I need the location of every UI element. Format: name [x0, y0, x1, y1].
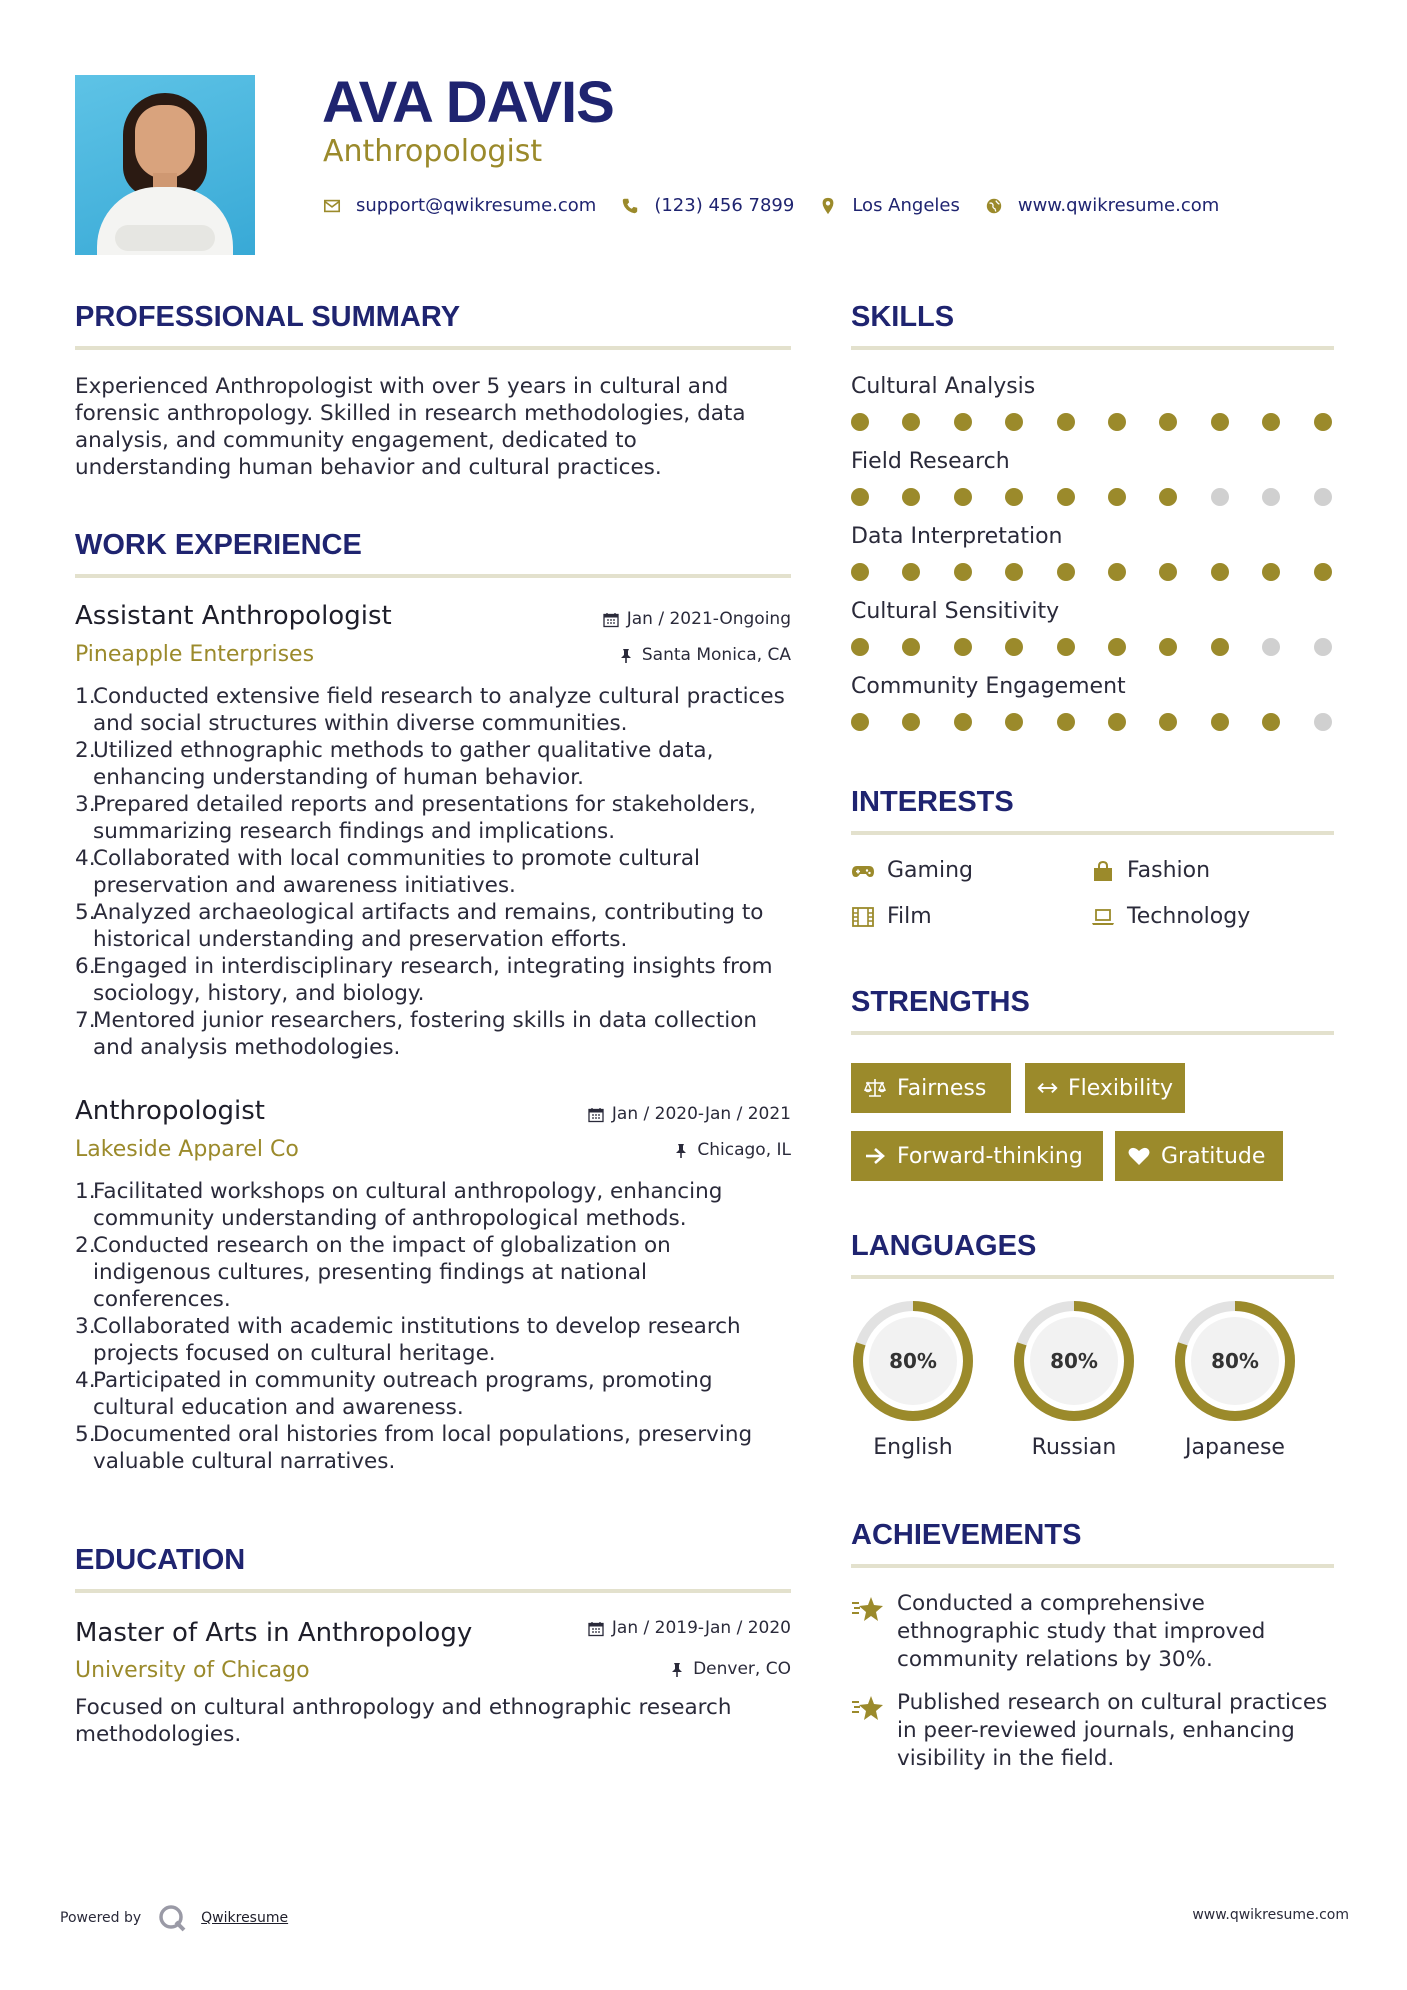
job-location: [673, 1142, 791, 1159]
job-location-text: Chicago, IL: [697, 1140, 791, 1160]
language-percent: 80%: [1211, 1349, 1259, 1373]
calendar-icon: [588, 1107, 604, 1123]
skill-dot-filled: [1108, 488, 1126, 506]
skill-dot-filled: [954, 638, 972, 656]
strength-label: Flexibility: [1068, 1075, 1173, 1101]
language-name: English: [873, 1435, 953, 1460]
pushpin-icon: [673, 1143, 689, 1159]
skill-rating: [851, 713, 1334, 731]
school-name: University of Chicago: [75, 1658, 310, 1683]
list-item: Facilitated workshops on cultural anthropology, enhancing community understanding of anthropological methods.: [93, 1179, 723, 1231]
achievement-item: [851, 1590, 1334, 1674]
job-title: Anthropologist: [75, 1096, 265, 1126]
skill-dot-filled: [954, 563, 972, 581]
strengths-heading: STRENGTHS: [851, 986, 1030, 1018]
education-text: Focused on cultural anthropology and ethnographic research methodologies.: [75, 1695, 732, 1747]
skill-dot-filled: [1057, 713, 1075, 731]
skill-dot-filled: [902, 413, 920, 431]
contact-phone-text: (123) 456 7899: [654, 195, 795, 216]
achievement-text: Conducted a comprehensive ethnographic study that improved community relations by 30%.: [897, 1591, 1266, 1672]
candidate-title: Anthropologist: [323, 134, 543, 169]
language-ring: [1173, 1299, 1297, 1423]
list-item: Collaborated with academic institutions to develop research projects focused on cultural heritage.: [93, 1314, 741, 1366]
skill-dot-filled: [1108, 713, 1126, 731]
skill-dot-filled: [1211, 563, 1229, 581]
language-ring: [851, 1299, 975, 1423]
strength-label: Gratitude: [1161, 1143, 1266, 1169]
summary-heading: PROFESSIONAL SUMMARY: [75, 301, 461, 333]
strength-chip-fairness: [851, 1063, 1011, 1113]
skill-dot-filled: [954, 713, 972, 731]
list-item: Collaborated with local communities to promote cultural preservation and awareness initiatives.: [93, 846, 701, 898]
arrows-horizontal-icon: [1037, 1077, 1058, 1099]
strength-label: Fairness: [897, 1075, 987, 1101]
achievement-item: [851, 1689, 1334, 1773]
heart-icon: [1127, 1145, 1151, 1167]
film-icon: [851, 906, 875, 928]
gamepad-icon: [851, 860, 875, 882]
footer-site[interactable]: www.qwikresume.com: [1192, 1907, 1349, 1923]
qwikresume-link[interactable]: Qwikresume: [201, 1910, 289, 1926]
qwikresume-logo-icon: [157, 1903, 187, 1933]
strength-label: Forward-thinking: [897, 1143, 1083, 1169]
skill-dot-filled: [851, 713, 869, 731]
skill-dot-filled: [851, 563, 869, 581]
summary-divider: [75, 346, 791, 350]
skills-divider: [851, 346, 1334, 350]
list-item: Mentored junior researchers, fostering skills in data collection and analysis methodologies.: [93, 1008, 758, 1060]
skill-rating: [851, 563, 1334, 581]
shopping-bag-icon: [1091, 860, 1115, 882]
skill-dot-filled: [1262, 563, 1280, 581]
job-dates-text: Jan / 2020-Jan / 2021: [611, 1104, 791, 1124]
skill-dot-filled: [1108, 413, 1126, 431]
skill-dot-filled: [1211, 713, 1229, 731]
education-dates-text: Jan / 2019-Jan / 2020: [611, 1618, 791, 1638]
interest-item-film: [851, 906, 932, 928]
skill-dot-filled: [1057, 638, 1075, 656]
arrow-right-icon: [863, 1145, 887, 1167]
interest-item-technology: [1091, 906, 1250, 928]
language-item: [1173, 1299, 1297, 1459]
skill-dot-filled: [1159, 638, 1177, 656]
skill-dot-filled: [851, 638, 869, 656]
candidate-name: AVA DAVIS: [322, 70, 614, 135]
pushpin-icon: [669, 1662, 685, 1678]
skill-dot-filled: [954, 488, 972, 506]
languages-list: [851, 1299, 1334, 1469]
interests-heading: INTERESTS: [851, 786, 1014, 818]
education-location-text: Denver, CO: [693, 1659, 791, 1679]
job-bullets: [75, 683, 791, 1061]
contact-location-text: Los Angeles: [852, 195, 960, 216]
job-bullets: [75, 1178, 791, 1475]
list-item: Analyzed archaeological artifacts and remains, contributing to historical understanding and preservation efforts.: [93, 900, 764, 952]
achievements-heading: ACHIEVEMENTS: [851, 1519, 1082, 1551]
calendar-icon: [603, 612, 619, 628]
list-item: Conducted extensive field research to analyze cultural practices and social structures within diverse communities.: [93, 684, 785, 736]
education-dates: [588, 1620, 791, 1637]
language-name: Russian: [1031, 1435, 1117, 1460]
languages-heading: LANGUAGES: [851, 1230, 1037, 1262]
job-location-text: Santa Monica, CA: [641, 645, 791, 665]
skill-dot-filled: [1314, 563, 1332, 581]
skill-name: Cultural Sensitivity: [851, 599, 1060, 624]
skill-dot-filled: [902, 638, 920, 656]
interest-label: Fashion: [1127, 858, 1211, 883]
skill-dot-filled: [1211, 413, 1229, 431]
skill-dot-filled: [954, 413, 972, 431]
map-marker-icon: [818, 196, 838, 216]
experience-heading: WORK EXPERIENCE: [75, 529, 362, 561]
job-entry: [75, 1095, 791, 1475]
skill-dot-filled: [1005, 488, 1023, 506]
left-column: [75, 0, 791, 1990]
skill-dot-empty: [1314, 638, 1332, 656]
summary-text: Experienced Anthropologist with over 5 years in cultural and forensic anthropology. Skilled in research methodologies, data analysis, and community engagement, dedicated to understanding human behavior and cultural practices.: [75, 374, 746, 480]
skill-dot-filled: [851, 413, 869, 431]
strength-chip-forward-thinking: [851, 1131, 1103, 1181]
star-icon: [851, 1594, 885, 1624]
list-item: Documented oral histories from local populations, preserving valuable cultural narratives.: [93, 1422, 753, 1474]
calendar-icon: [588, 1621, 604, 1637]
pushpin-icon: [618, 648, 634, 664]
education-divider: [75, 1589, 791, 1593]
skill-rating: [851, 638, 1334, 656]
skill-dot-filled: [902, 713, 920, 731]
skill-dot-filled: [1057, 413, 1075, 431]
job-dates: [603, 611, 791, 628]
job-dates: [588, 1106, 791, 1123]
contact-email-text: support@qwikresume.com: [356, 195, 597, 216]
skill-dot-filled: [1005, 413, 1023, 431]
right-column: [851, 0, 1334, 1990]
skill-name: Cultural Analysis: [851, 374, 1036, 399]
skill-dot-empty: [1262, 488, 1280, 506]
skill-dot-filled: [902, 563, 920, 581]
powered-by-text: Powered by: [60, 1910, 142, 1926]
degree-title: Master of Arts in Anthropology: [75, 1618, 473, 1648]
education-location: [669, 1661, 791, 1678]
list-item: Engaged in interdisciplinary research, integrating insights from sociology, history, and biology.: [93, 954, 773, 1006]
skill-name: Community Engagement: [851, 674, 1126, 699]
skill-rating: [851, 413, 1334, 431]
skill-dot-empty: [1314, 713, 1332, 731]
list-item: Conducted research on the impact of globalization on indigenous cultures, presenting findings at national conferences.: [93, 1233, 671, 1312]
skill-dot-filled: [1262, 713, 1280, 731]
list-item: Utilized ethnographic methods to gather qualitative data, enhancing understanding of human behavior.: [93, 738, 714, 790]
footer-powered-by: [60, 1903, 288, 1933]
achievement-text: Published research on cultural practices in peer-reviewed journals, enhancing visibility in the field.: [897, 1690, 1328, 1771]
skill-dot-filled: [851, 488, 869, 506]
job-company: Pineapple Enterprises: [75, 642, 315, 667]
education-heading: EDUCATION: [75, 1544, 246, 1576]
language-name: Japanese: [1185, 1435, 1285, 1460]
interest-label: Film: [887, 904, 932, 929]
skill-dot-filled: [1108, 638, 1126, 656]
job-company: Lakeside Apparel Co: [75, 1137, 299, 1162]
skill-dot-filled: [1159, 563, 1177, 581]
interest-item-gaming: [851, 860, 973, 882]
language-percent: 80%: [1050, 1349, 1098, 1373]
job-entry: [75, 600, 791, 1060]
achievements-divider: [851, 1564, 1334, 1568]
list-item: Participated in community outreach programs, promoting cultural education and awareness.: [93, 1368, 713, 1420]
language-item: [1012, 1299, 1136, 1459]
skill-dot-filled: [1159, 713, 1177, 731]
education-entry: [75, 1614, 791, 1764]
strengths-divider: [851, 1031, 1334, 1035]
job-location: [618, 647, 791, 664]
star-icon: [851, 1693, 885, 1723]
interest-label: Technology: [1127, 904, 1251, 929]
experience-divider: [75, 574, 791, 578]
skill-dot-empty: [1262, 638, 1280, 656]
skill-dot-empty: [1211, 488, 1229, 506]
skill-dot-empty: [1314, 488, 1332, 506]
skill-dot-filled: [1005, 563, 1023, 581]
interest-label: Gaming: [887, 858, 973, 883]
strength-chip-flexibility: [1025, 1063, 1185, 1113]
balance-scale-icon: [863, 1077, 887, 1099]
skills-heading: SKILLS: [851, 301, 955, 333]
skill-dot-filled: [1005, 638, 1023, 656]
skill-dot-filled: [1108, 563, 1126, 581]
skill-name: Field Research: [851, 449, 1010, 474]
job-dates-text: Jan / 2021-Ongoing: [626, 609, 791, 629]
skill-rating: [851, 488, 1334, 506]
skill-dot-filled: [1262, 413, 1280, 431]
languages-divider: [851, 1275, 1334, 1279]
skill-dot-filled: [1057, 563, 1075, 581]
language-percent: 80%: [889, 1349, 937, 1373]
skill-dot-filled: [902, 488, 920, 506]
skill-name: Data Interpretation: [851, 524, 1063, 549]
skill-dot-filled: [1159, 413, 1177, 431]
interests-divider: [851, 831, 1334, 835]
laptop-icon: [1091, 906, 1115, 928]
skill-dot-filled: [1057, 488, 1075, 506]
list-item: Prepared detailed reports and presentations for stakeholders, summarizing research findings and implications.: [93, 792, 756, 844]
contact-website-text: www.qwikresume.com: [1017, 195, 1220, 216]
strength-chip-gratitude: [1115, 1131, 1283, 1181]
job-title: Assistant Anthropologist: [75, 601, 392, 631]
skill-dot-filled: [1211, 638, 1229, 656]
skill-dot-filled: [1005, 713, 1023, 731]
language-item: [851, 1299, 975, 1459]
language-ring: [1012, 1299, 1136, 1423]
interest-item-fashion: [1091, 860, 1210, 882]
skill-dot-filled: [1314, 413, 1332, 431]
skill-dot-filled: [1159, 488, 1177, 506]
